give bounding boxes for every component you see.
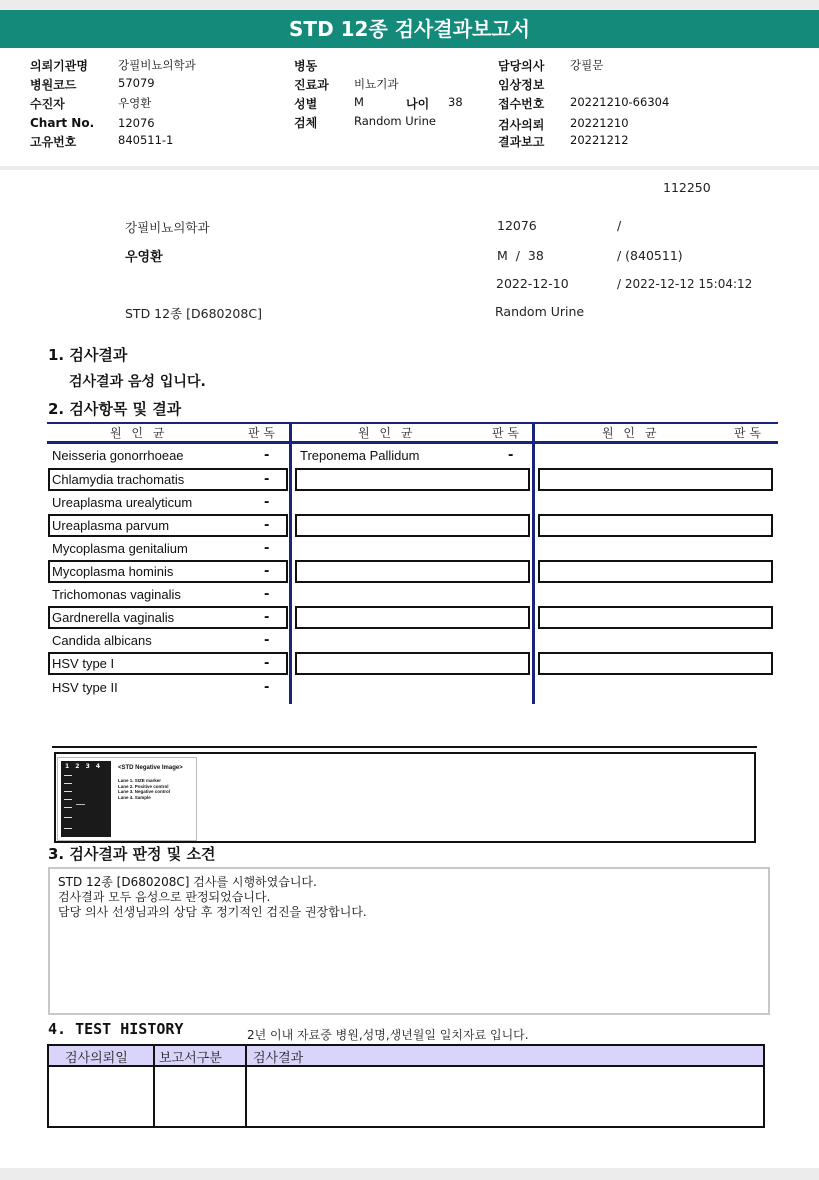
- table-header-pathogen-1: 원 인 균: [110, 426, 165, 440]
- result-row-mark: -: [508, 448, 514, 463]
- empty-row-box: [295, 652, 530, 675]
- history-divider: [245, 1046, 247, 1126]
- header-value-sex: M: [354, 95, 364, 109]
- result-row-name: Chlamydia trachomatis: [52, 472, 185, 487]
- table-header-judge-3: 판 독: [734, 426, 761, 440]
- history-divider: [153, 1046, 155, 1126]
- gel-image: [57, 757, 197, 841]
- header-value-doctor: 강필문: [570, 58, 604, 72]
- section4-heading: 4. TEST HISTORY: [48, 1020, 184, 1038]
- gel-legend-item: Lane 2. Positive control: [118, 783, 169, 789]
- header-value-age: 38: [448, 95, 463, 109]
- result-row-mark: -: [264, 495, 270, 510]
- result-row-name: Mycoplasma genitalium: [52, 541, 188, 556]
- empty-row-box: [295, 560, 530, 583]
- header-label-specimen: 검체: [294, 116, 318, 130]
- table-divider-2: [532, 422, 535, 704]
- header-value-patient: 우영환: [118, 96, 152, 110]
- lane-number: 1: [65, 763, 70, 770]
- report-header: [0, 48, 819, 166]
- lane-number: 4: [95, 763, 101, 770]
- header-value-report-date: 20221212: [570, 133, 629, 147]
- history-col-result: 검사결과: [253, 1051, 304, 1066]
- result-row-mark: -: [264, 564, 270, 579]
- header-label-patient: 수진자: [30, 97, 65, 111]
- header-label-request-date: 검사의뢰: [498, 118, 545, 132]
- header-label-clinic: 의뢰기관명: [30, 59, 88, 73]
- result-row-mark: -: [264, 610, 270, 625]
- result-row-name: Candida albicans: [52, 633, 152, 648]
- lane-number: 2: [75, 763, 80, 770]
- result-row-mark: -: [264, 633, 270, 648]
- history-col-report-type: 보고서구분: [159, 1051, 222, 1066]
- empty-row-box: [538, 652, 773, 675]
- result-row-name: Gardnerella vaginalis: [52, 610, 175, 625]
- report-sex-age: M / 38: [497, 248, 544, 263]
- table-header-pathogen-3: 원 인 균: [602, 426, 657, 440]
- table-header-judge-1: 판 독: [248, 426, 275, 440]
- table-header-judge-2: 판 독: [492, 426, 519, 440]
- result-row-mark: -: [264, 680, 270, 695]
- gel-legend: [118, 778, 170, 800]
- section4-note: 2년 이내 자료중 병원,성명,생년월일 일치자료 입니다.: [247, 1028, 529, 1042]
- history-table: [47, 1044, 765, 1128]
- gel-caption: <STD Negative Image>: [118, 765, 183, 771]
- result-row-name: Mycoplasma hominis: [52, 564, 174, 579]
- empty-row-box: [538, 560, 773, 583]
- header-label-department: 진료과: [294, 78, 329, 92]
- section3-heading: 3. 검사결과 판정 및 소견: [48, 845, 216, 863]
- section1-result: 검사결과 음성 입니다.: [69, 374, 206, 390]
- header-value-unique-no: 840511-1: [118, 133, 174, 147]
- marker-band: [64, 799, 72, 800]
- table-divider-1: [289, 422, 292, 704]
- marker-band: [64, 791, 72, 792]
- header-label-unique-no: 고유번호: [30, 135, 77, 149]
- header-value-chart-no: 12076: [118, 116, 155, 130]
- history-header-row: [49, 1046, 763, 1067]
- result-row-name: Neisseria gonorrhoeae: [52, 448, 184, 463]
- header-value-request-date: 20221210: [570, 116, 629, 130]
- opinion-line: 담당 의사 선생님과의 상담 후 정기적인 검진을 권장합니다.: [58, 905, 367, 919]
- table-header-rule: [47, 441, 778, 444]
- opinion-line: STD 12종 [D680208C] 검사를 시행하였습니다.: [58, 875, 317, 889]
- gel-legend-item: Lane 1. SIZE marker: [118, 778, 162, 783]
- result-row-name: Treponema Pallidum: [300, 448, 420, 463]
- result-row-mark: -: [264, 448, 270, 463]
- header-value-department: 비뇨기과: [354, 77, 399, 91]
- empty-row-box: [295, 606, 530, 629]
- header-value-clinic: 강필비뇨의학과: [118, 58, 196, 72]
- result-row-name: HSV type I: [52, 656, 115, 671]
- marker-band: [64, 807, 72, 808]
- empty-row-box: [538, 514, 773, 537]
- header-label-hospital-code: 병원코드: [30, 78, 77, 92]
- header-label-report-date: 결과보고: [498, 135, 545, 149]
- marker-band: [64, 828, 72, 829]
- header-label-chart-no: Chart No.: [30, 116, 95, 130]
- header-label-age: 나이: [406, 97, 430, 111]
- header-label-clinical-info: 임상정보: [498, 78, 545, 92]
- result-row-mark: -: [264, 518, 270, 533]
- report-patient: 우영환: [125, 250, 163, 265]
- result-row-mark: -: [264, 472, 270, 487]
- empty-row-box: [295, 514, 530, 537]
- gel-top-rule: [52, 746, 757, 748]
- gel-legend-item: Lane 3. Negative control: [118, 789, 171, 794]
- opinion-box: [48, 867, 770, 1015]
- gel-photo: [61, 761, 111, 837]
- report-test-name: STD 12종 [D680208C]: [125, 306, 262, 321]
- report-code: 112250: [663, 180, 711, 195]
- result-row-mark: -: [264, 587, 270, 602]
- empty-row-box: [295, 468, 530, 491]
- marker-band: [64, 775, 72, 776]
- header-label-sex: 성별: [294, 97, 318, 111]
- report-chart-no: 12076: [497, 218, 537, 233]
- header-value-specimen: Random Urine: [354, 114, 436, 128]
- marker-band: [64, 817, 72, 818]
- report-request-date: 2022-12-10: [496, 276, 569, 291]
- header-value-hospital-code: 57079: [118, 76, 155, 90]
- empty-row-box: [538, 606, 773, 629]
- lane-number: 3: [85, 763, 90, 770]
- header-label-receipt-no: 접수번호: [498, 97, 545, 111]
- history-col-request-date: 검사의뢰일: [65, 1051, 128, 1066]
- gel-legend-item: Lane 4. Sample: [118, 794, 151, 800]
- result-row-name: Ureaplasma parvum: [52, 518, 170, 533]
- header-label-ward: 병동: [294, 59, 318, 73]
- report-title: STD 12종 검사결과보고서: [0, 10, 819, 48]
- result-row-name: HSV type II: [52, 680, 118, 695]
- result-row-mark: -: [264, 656, 270, 671]
- result-row-name: Ureaplasma urealyticum: [52, 495, 193, 510]
- report-birth: / (840511): [617, 248, 683, 263]
- positive-band: [76, 804, 85, 805]
- report-page: [0, 170, 819, 1168]
- section2-heading: 2. 검사항목 및 결과: [48, 400, 182, 418]
- header-value-receipt-no: 20221210-66304: [570, 95, 670, 109]
- table-header-pathogen-2: 원 인 균: [358, 426, 413, 440]
- opinion-line: 검사결과 모두 음성으로 판정되었습니다.: [58, 890, 271, 904]
- report-specimen: Random Urine: [495, 304, 585, 319]
- result-row-name: Trichomonas vaginalis: [52, 587, 181, 602]
- report-datetime: / 2022-12-12 15:04:12: [617, 277, 753, 291]
- report-slash: /: [617, 218, 622, 233]
- report-clinic: 강필비뇨의학과: [125, 220, 210, 235]
- empty-row-box: [538, 468, 773, 491]
- header-label-doctor: 담당의사: [498, 59, 545, 73]
- result-row-mark: -: [264, 541, 270, 556]
- section1-heading: 1. 검사결과: [48, 346, 128, 364]
- marker-band: [64, 783, 72, 784]
